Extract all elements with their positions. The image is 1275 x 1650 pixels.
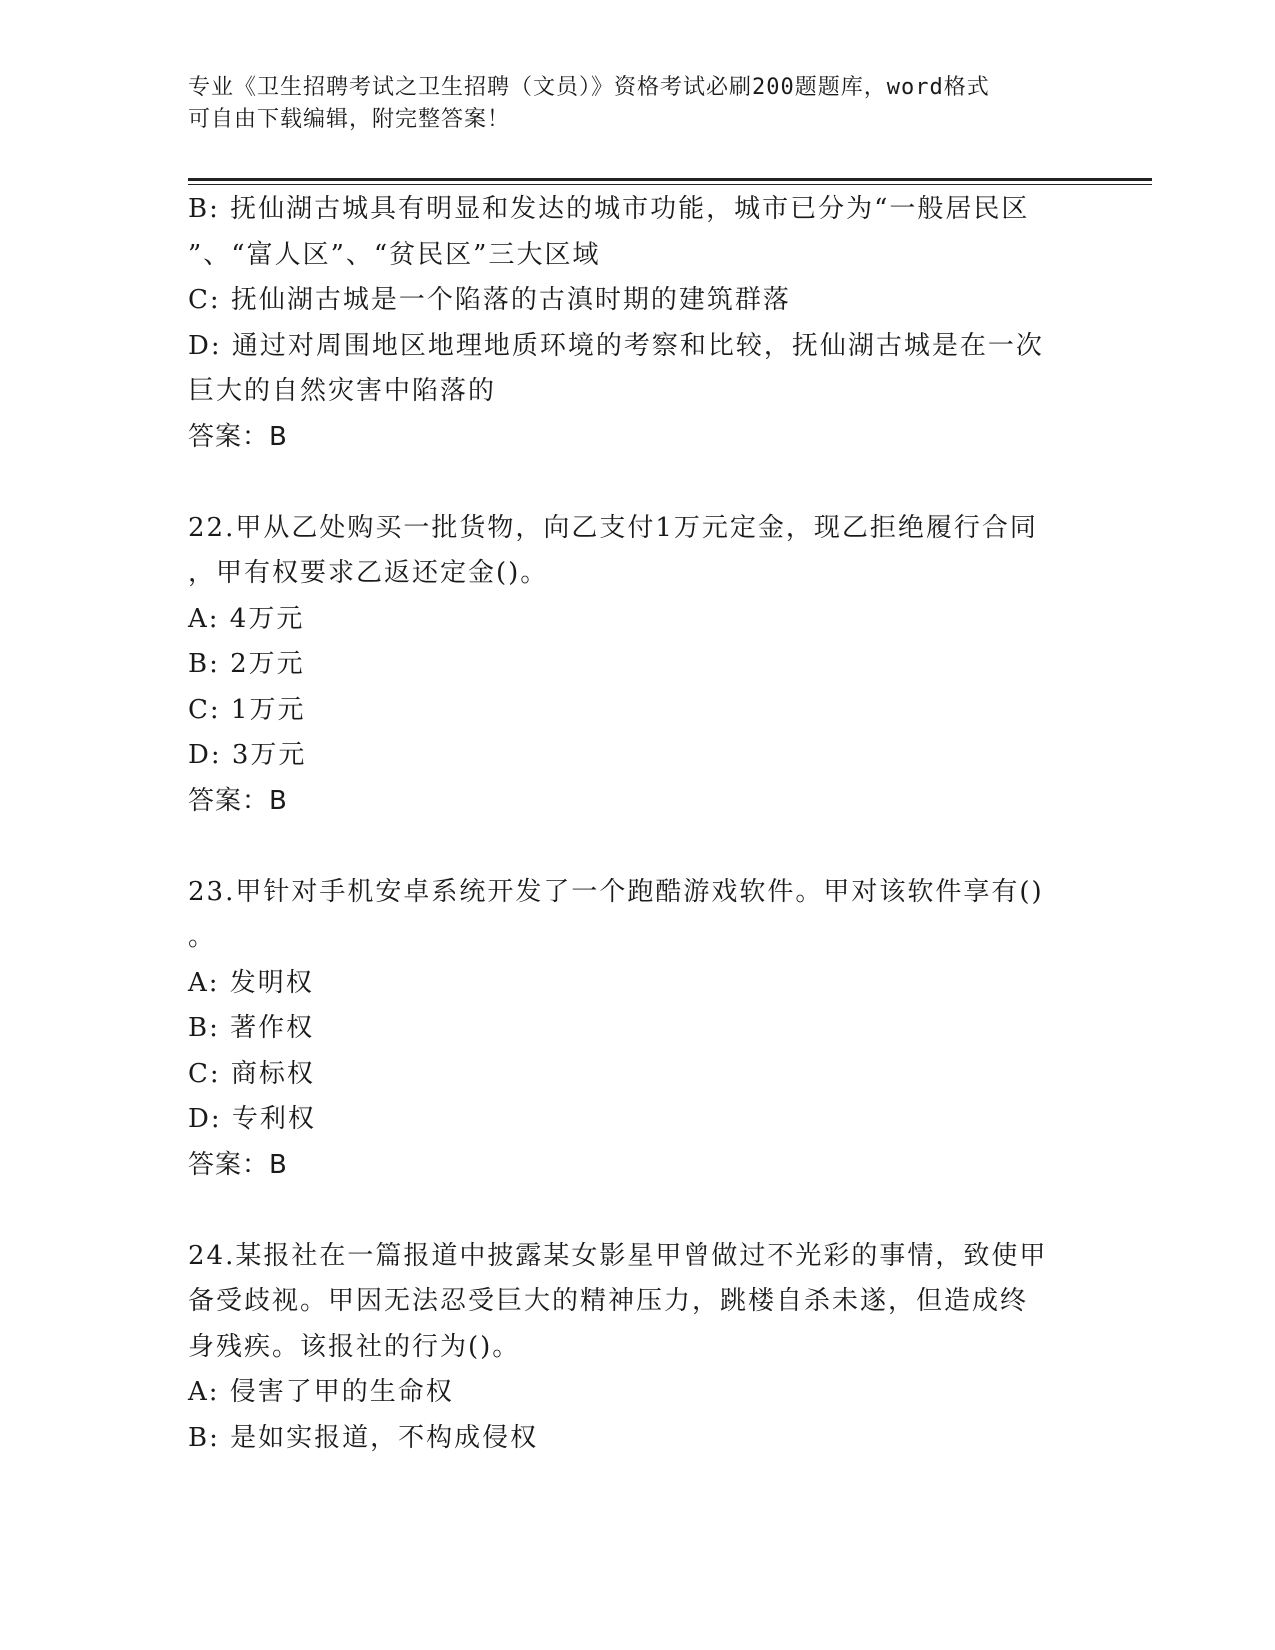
- question-22: [188, 506, 1088, 825]
- option-a: A: 侵害了甲的生命权: [188, 1377, 454, 1407]
- question-stem-line-2: 。: [188, 922, 217, 952]
- option-b: B: 是如实报道，不构成侵权: [188, 1422, 539, 1453]
- option-b-line-1: B: 抚仙湖古城具有明显和发达的城市功能，城市已分为“一般居民区: [188, 194, 1030, 224]
- option-d: D: 专利权: [188, 1104, 316, 1134]
- option-a: A: 4万元: [188, 603, 305, 634]
- question-stem-line-2: ，甲有权要求乙返还定金()。: [188, 558, 549, 588]
- answer: 答案：B: [188, 421, 288, 452]
- question-stem-line-2: 备受歧视。甲因无法忍受巨大的精神压力，跳楼自杀未遂，但造成终: [188, 1286, 1029, 1316]
- document-header: [188, 72, 1068, 136]
- question-stem-line-3: 身残疾。该报社的行为()。: [188, 1331, 521, 1362]
- answer: 答案：B: [188, 1149, 288, 1180]
- question-stem-line-1: 22.甲从乙处购买一批货物，向乙支付1万元定金，现乙拒绝履行合同: [188, 512, 1038, 543]
- option-c: C: 抚仙湖古城是一个陷落的古滇时期的建筑群落: [188, 285, 791, 315]
- option-b: B: 著作权: [188, 1013, 315, 1043]
- option-c: C: 1万元: [188, 694, 306, 725]
- prev-question: [188, 187, 1088, 460]
- option-b-line-2: ”、“富人区”、“贫民区”三大区域: [188, 239, 601, 270]
- spacer: [188, 1188, 1088, 1234]
- option-c: C: 商标权: [188, 1058, 315, 1089]
- option-d-line-1: D: 通过对周围地区地理地质环境的考察和比较，抚仙湖古城是在一次: [188, 330, 1044, 361]
- option-d-line-2: 巨大的自然灾害中陷落的: [188, 376, 497, 406]
- option-a: A: 发明权: [188, 967, 314, 998]
- header-line-1: 专业《卫生招聘考试之卫生招聘（文员）》资格考试必刷200题题库，word格式: [188, 75, 990, 100]
- spacer: [188, 460, 1088, 506]
- header-rule-thick: [188, 178, 1152, 181]
- answer: 答案：B: [188, 785, 288, 816]
- question-23: [188, 870, 1088, 1189]
- question-stem-line-1: 23.甲针对手机安卓系统开发了一个跑酷游戏软件。甲对该软件享有(): [188, 876, 1044, 907]
- option-b: B: 2万元: [188, 649, 305, 679]
- option-d: D: 3万元: [188, 740, 307, 770]
- question-24: [188, 1234, 1088, 1462]
- document-body: [188, 187, 1088, 1461]
- header-line-2: 可自由下载编辑，附完整答案！: [188, 107, 511, 132]
- header-rule-thin: [188, 184, 1152, 185]
- question-stem-line-1: 24.某报社在一篇报道中披露某女影星甲曾做过不光彩的事情，致使甲: [188, 1240, 1048, 1271]
- spacer: [188, 824, 1088, 870]
